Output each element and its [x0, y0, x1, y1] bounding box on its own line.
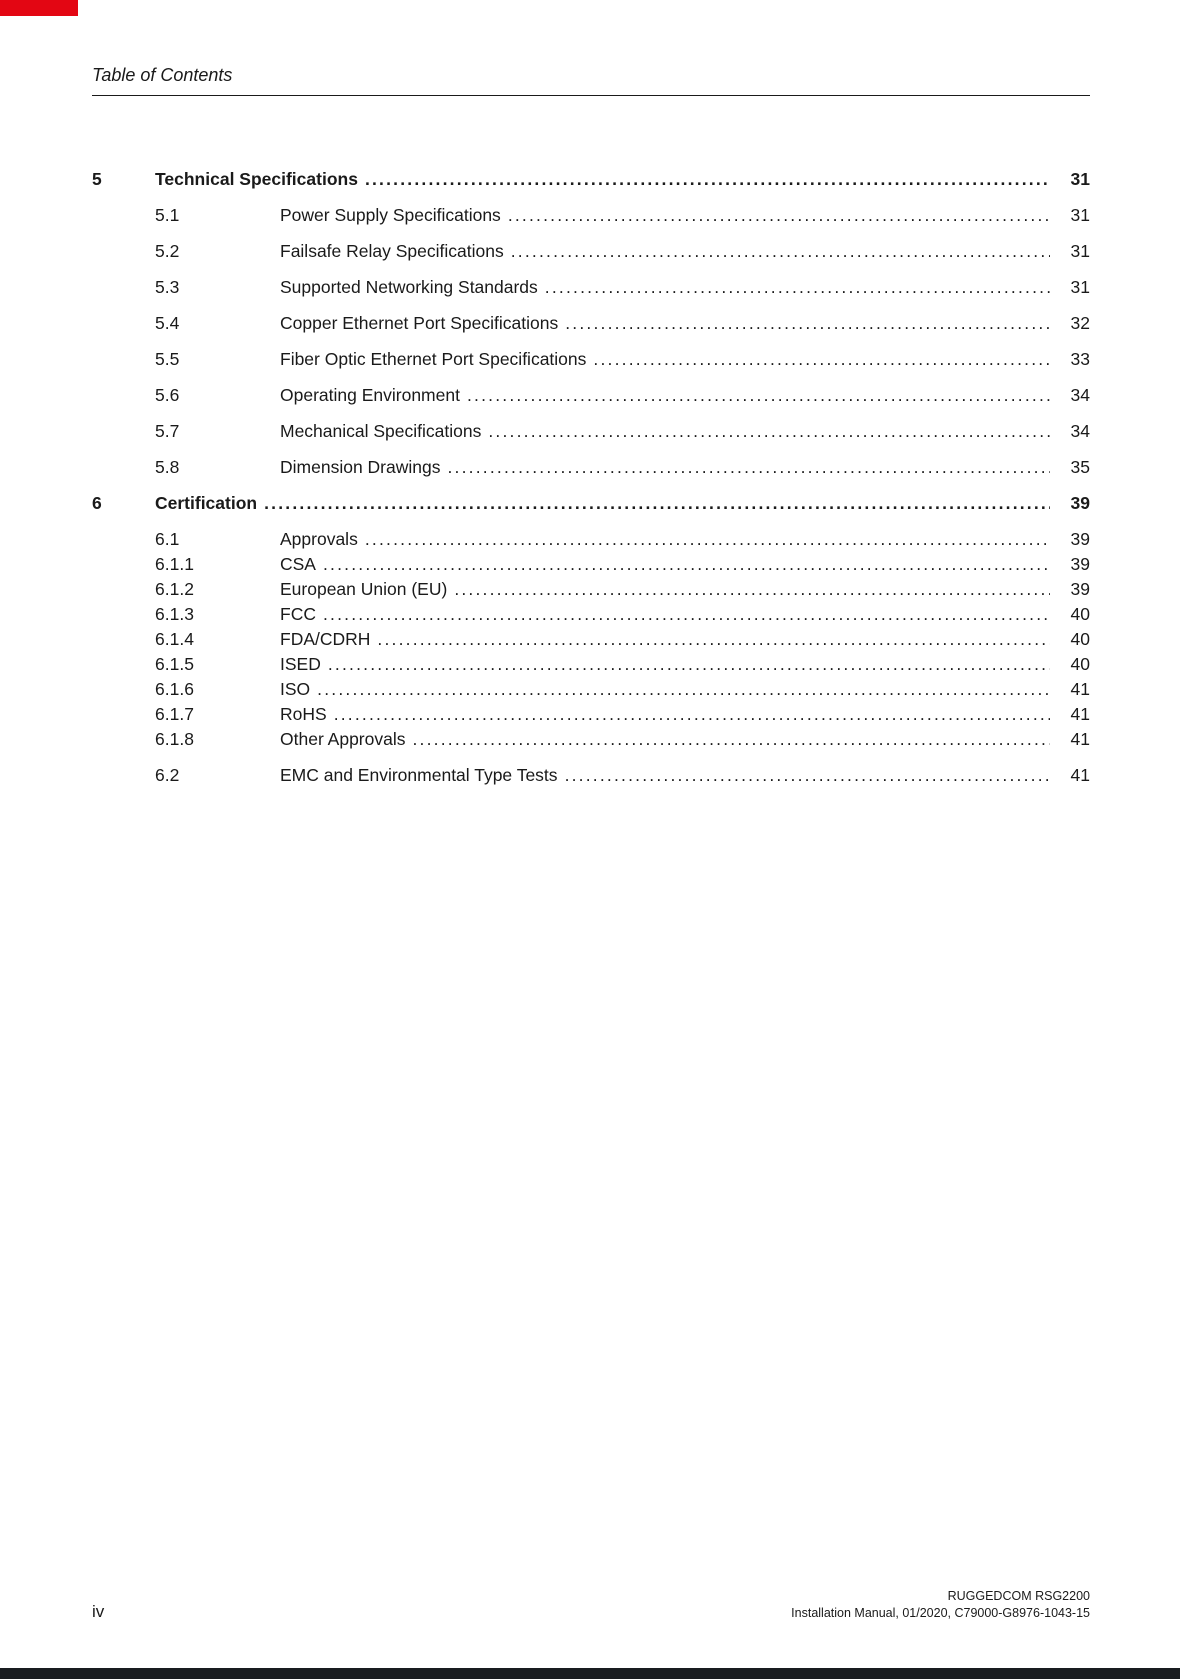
toc-entry-number: 5.7 — [155, 421, 180, 441]
toc-entry-number: 6.1.3 — [155, 604, 194, 624]
toc-entry-page: 31 — [1070, 241, 1090, 261]
toc-dot-leader — [377, 628, 1050, 650]
toc-dot-leader — [454, 578, 1050, 600]
toc-entry-page: 33 — [1070, 349, 1090, 369]
toc-entry-page: 31 — [1070, 205, 1090, 225]
toc-entry — [92, 420, 1090, 442]
toc-entry-title: Mechanical Specifications — [280, 421, 482, 441]
toc-entry-title: Certification — [155, 493, 258, 513]
toc-entry-page: 41 — [1070, 765, 1090, 785]
toc-entry-page: 40 — [1070, 654, 1090, 674]
footer-page-number: iv — [92, 1602, 105, 1621]
toc-entry-number: 5 — [92, 169, 102, 189]
toc-entry-number: 5.1 — [155, 205, 180, 225]
toc-entry-number: 6.1.8 — [155, 729, 194, 749]
toc-dot-leader — [323, 603, 1050, 625]
toc-entry-page: 34 — [1070, 421, 1090, 441]
toc-dot-leader — [565, 312, 1050, 334]
toc-dot-leader — [365, 528, 1050, 550]
toc-entry-page: 39 — [1070, 529, 1090, 549]
toc-dot-leader — [467, 384, 1050, 406]
toc-entry-title: Supported Networking Standards — [280, 277, 538, 297]
toc-entry-number: 6.1.6 — [155, 679, 194, 699]
footer-doc-details: Installation Manual, 01/2020, C79000-G8976-1043-15 — [791, 1606, 1090, 1620]
toc-entry — [92, 456, 1090, 478]
toc-entry-title: Technical Specifications — [155, 169, 358, 189]
toc-entry-title: FCC — [280, 604, 316, 624]
toc-entry — [92, 204, 1090, 226]
toc-dot-leader — [447, 456, 1050, 478]
toc-entry-page: 31 — [1070, 169, 1090, 189]
toc-entry-title: ISED — [280, 654, 321, 674]
toc-dot-leader — [508, 204, 1050, 226]
toc-entry-title: Power Supply Specifications — [280, 205, 501, 225]
toc-entry-page: 39 — [1070, 554, 1090, 574]
toc-entry-title: Dimension Drawings — [280, 457, 441, 477]
toc-entry-page: 34 — [1070, 385, 1090, 405]
toc-entry-number: 6.1.2 — [155, 579, 194, 599]
toc-entry-page: 31 — [1070, 277, 1090, 297]
toc-entry-number: 6.1.4 — [155, 629, 194, 649]
toc-entry-title: Failsafe Relay Specifications — [280, 241, 504, 261]
toc-entry — [92, 348, 1090, 370]
toc-entry — [92, 492, 1090, 514]
top-accent-bar — [0, 0, 78, 16]
toc-entry-title: RoHS — [280, 704, 327, 724]
toc-entry-title: ISO — [280, 679, 311, 699]
toc-entry — [92, 528, 1090, 550]
toc-entry-number: 5.2 — [155, 241, 180, 261]
toc-entry-number: 5.4 — [155, 313, 180, 333]
toc-entry — [92, 312, 1090, 334]
toc-entry-title: EMC and Environmental Type Tests — [280, 765, 558, 785]
toc-entry-page: 35 — [1070, 457, 1090, 477]
toc-dot-leader — [334, 703, 1050, 725]
toc-entry — [92, 276, 1090, 298]
toc-entry — [92, 764, 1090, 786]
bottom-page-edge — [0, 1668, 1180, 1679]
toc-entry-title: Approvals — [280, 529, 358, 549]
page-content — [92, 0, 1090, 786]
toc-entry-title: Fiber Optic Ethernet Port Specifications — [280, 349, 587, 369]
toc-entry-page: 41 — [1070, 679, 1090, 699]
toc-entry — [92, 678, 1090, 700]
toc-dot-leader — [365, 168, 1050, 190]
toc-entry-title: Operating Environment — [280, 385, 460, 405]
toc-dot-leader — [565, 764, 1050, 786]
toc-entry — [92, 240, 1090, 262]
toc-entry-number: 5.8 — [155, 457, 180, 477]
toc-dot-leader — [264, 492, 1050, 514]
toc-dot-leader — [323, 553, 1050, 575]
toc-entry-number: 5.5 — [155, 349, 180, 369]
toc-entry-page: 40 — [1070, 629, 1090, 649]
toc-entry-number: 6.2 — [155, 765, 180, 785]
toc-entry-page: 32 — [1070, 313, 1090, 333]
toc-entry-number: 5.3 — [155, 277, 180, 297]
toc-entry-title: FDA/CDRH — [280, 629, 371, 649]
footer-doc-block — [791, 1588, 1090, 1622]
toc-entry-title: CSA — [280, 554, 316, 574]
header-divider — [92, 95, 1090, 96]
toc-dot-leader — [511, 240, 1050, 262]
toc-entry-page: 39 — [1070, 579, 1090, 599]
toc-entry-number: 6 — [92, 493, 102, 513]
toc-entry-title: Other Approvals — [280, 729, 406, 749]
toc-dot-leader — [488, 420, 1050, 442]
toc-entry — [92, 384, 1090, 406]
footer-doc-name: RUGGEDCOM RSG2200 — [947, 1589, 1090, 1603]
page-title: Table of Contents — [92, 65, 233, 85]
toc-entry-title: Copper Ethernet Port Specifications — [280, 313, 559, 333]
toc-entry-number: 6.1.1 — [155, 554, 194, 574]
toc-dot-leader — [412, 728, 1050, 750]
toc-entry — [92, 578, 1090, 600]
toc-entry — [92, 168, 1090, 190]
toc-entry-title: European Union (EU) — [280, 579, 448, 599]
toc-entry — [92, 653, 1090, 675]
toc-entry — [92, 628, 1090, 650]
toc-dot-leader — [317, 678, 1050, 700]
toc-entry — [92, 603, 1090, 625]
toc-dot-leader — [328, 653, 1050, 675]
toc-entry — [92, 728, 1090, 750]
toc-entry-number: 5.6 — [155, 385, 180, 405]
toc-entry-page: 41 — [1070, 729, 1090, 749]
toc-entry-number: 6.1 — [155, 529, 180, 549]
toc-entry-number: 6.1.7 — [155, 704, 194, 724]
toc-entry-page: 40 — [1070, 604, 1090, 624]
page-header — [92, 0, 1090, 96]
toc-list — [92, 154, 1090, 786]
toc-entry — [92, 553, 1090, 575]
toc-dot-leader — [545, 276, 1050, 298]
page-footer — [92, 1588, 1090, 1622]
toc-entry-number: 6.1.5 — [155, 654, 194, 674]
toc-entry-page: 39 — [1070, 493, 1090, 513]
toc-entry-page: 41 — [1070, 704, 1090, 724]
toc-entry — [92, 703, 1090, 725]
toc-dot-leader — [593, 348, 1050, 370]
